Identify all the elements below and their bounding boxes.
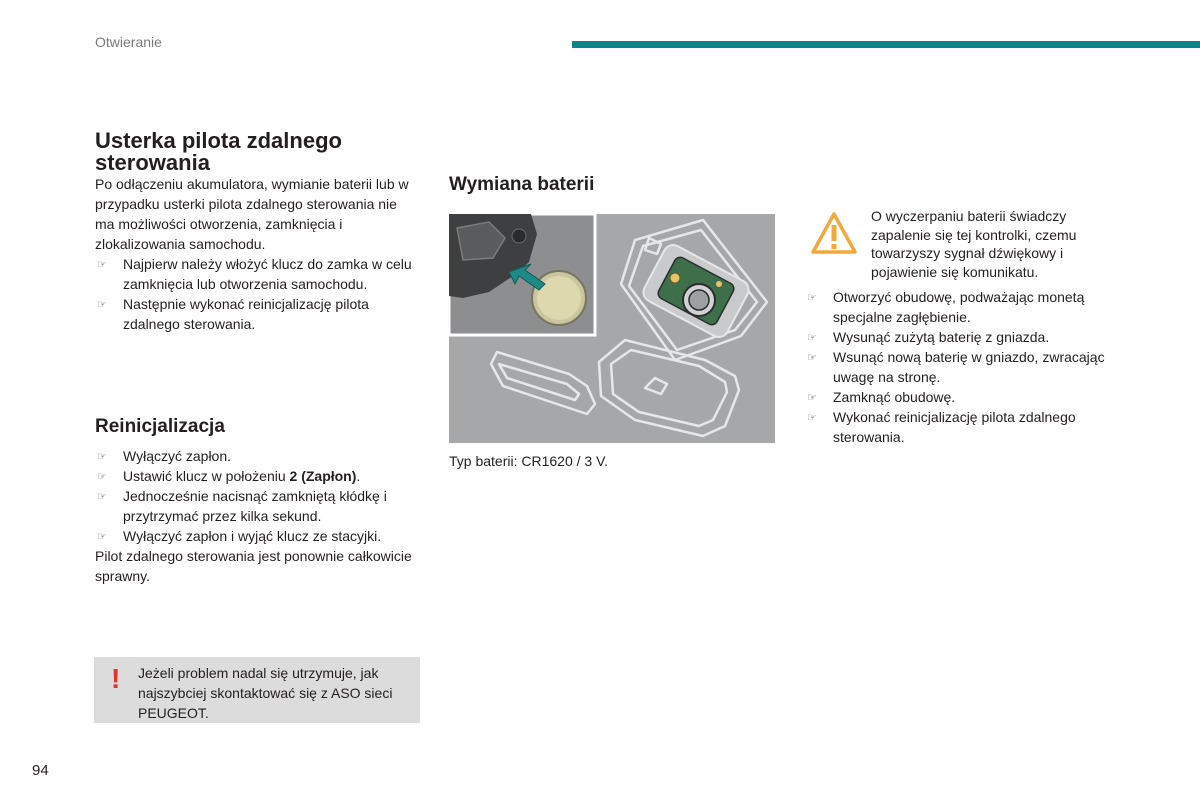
intro-section <box>95 174 420 334</box>
battery-steps-list <box>805 287 1125 447</box>
reinit-closing-paragraph: Pilot zdalnego sterowania jest ponownie całkowicie sprawny. <box>95 548 412 584</box>
hand-pointer-icon: ☞ <box>807 292 817 304</box>
alert-box <box>94 657 420 723</box>
hand-pointer-icon: ☞ <box>97 259 107 271</box>
list-item: ☞ Jednocześnie nacisnąć zamkniętą kłódkę i przytrzymać przez kilka sekund. <box>97 488 387 524</box>
exclamation-icon: ! <box>111 663 121 694</box>
list-item: ☞ Wyłączyć zapłon i wyjąć klucz ze stacyjki. <box>95 526 420 546</box>
hand-pointer-icon: ☞ <box>97 471 107 483</box>
list-item: ☞ Wysunąć zużytą baterię z gniazda. <box>805 327 1125 347</box>
battery-section <box>449 174 779 471</box>
warning-triangle-icon <box>811 211 857 255</box>
hand-pointer-icon: ☞ <box>807 412 817 424</box>
list-item: ☞ Następnie wykonać reinicjalizację pilota zdalnego sterowania. <box>97 296 369 332</box>
intro-paragraph: Po odłączeniu akumulatora, wymianie baterii lub w przypadku usterki pilota zdalnego sterowania nie ma możliwości otworzenia, zamknięcia i zlokalizowania samochodu. <box>95 176 409 252</box>
hand-pointer-icon: ☞ <box>97 531 107 543</box>
warning-notice <box>805 207 1125 287</box>
list-item: ☞ Wykonać reinicjalizację pilota zdalnego sterowania. <box>807 409 1076 445</box>
page-title-line-2: sterowania <box>95 150 210 175</box>
key-position-label: 2 (Zapłon) <box>289 468 357 484</box>
section-header-label: Otwieranie <box>95 34 162 50</box>
list-item: ☞ Wyłączyć zapłon. <box>95 446 420 466</box>
reinit-list <box>95 446 420 546</box>
hand-pointer-icon: ☞ <box>807 332 817 344</box>
key-battery-illustration <box>449 214 775 443</box>
list-item: ☞ Ustawić klucz w położeniu 2 (Zapłon). <box>95 466 420 486</box>
hand-pointer-icon: ☞ <box>97 451 107 463</box>
intro-list <box>95 254 420 334</box>
battery-caption: Typ baterii: CR1620 / 3 V. <box>449 453 609 469</box>
reinit-section <box>95 416 420 586</box>
key-battery-illustration-svg <box>449 214 775 443</box>
page-title-line-1: Usterka pilota zdalnego <box>95 128 342 153</box>
hand-pointer-icon: ☞ <box>807 392 817 404</box>
page-title <box>95 130 415 174</box>
list-item: ☞ Najpierw należy włożyć klucz do zamka w celu zamknięcia lub otworzenia samochodu. <box>97 256 412 292</box>
list-item: ☞ Zamknąć obudowę. <box>805 387 1125 407</box>
list-item: ☞ Otworzyć obudowę, podważając monetą specjalne zagłębienie. <box>807 289 1085 325</box>
page-number: 94 <box>32 762 49 779</box>
list-item: ☞ Wsunąć nową baterię w gniazdo, zwracając uwagę na stronę. <box>807 349 1105 385</box>
battery-heading: Wymiana baterii <box>449 174 595 195</box>
battery-steps-section <box>805 207 1125 447</box>
hand-pointer-icon: ☞ <box>97 299 107 311</box>
alert-text: Jeżeli problem nadal się utrzymuje, jak najszybciej skontaktować się z ASO sieci PEUGEOT. <box>138 665 393 721</box>
hand-pointer-icon: ☞ <box>807 352 817 364</box>
header-accent-bar <box>572 41 1200 48</box>
reinit-heading: Reinicjalizacja <box>95 416 225 437</box>
warning-text: O wyczerpaniu baterii świadczy zapalenie się tej kontrolki, czemu towarzyszy sygnał dźwiękowy i pojawienie się komunikatu. <box>871 208 1077 280</box>
hand-pointer-icon: ☞ <box>97 491 107 503</box>
